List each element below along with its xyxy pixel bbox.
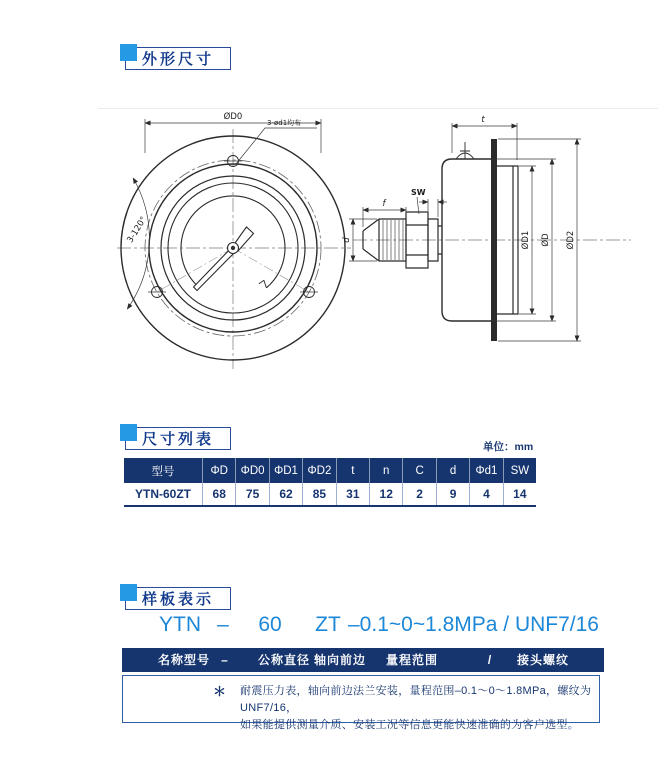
side-view: [342, 115, 631, 341]
dim-label-angle: 3-120°: [125, 215, 150, 245]
blue-square-icon: [120, 584, 137, 601]
model-designation: [122, 613, 604, 643]
footnote-marker: ＊: [213, 684, 227, 699]
footnote-line2: 如果能提供测量介质、安装工况等信息更能快速准确的为客户选型。: [240, 719, 580, 731]
dim-label-d: d: [342, 237, 352, 243]
section-header-outline: [120, 44, 240, 72]
cell: 14: [503, 483, 536, 505]
model-part-dash: –: [217, 613, 229, 636]
section-title: 外形尺寸: [141, 51, 214, 68]
section-title-box: [125, 587, 231, 610]
dim-label-d1: ØD1: [521, 230, 531, 250]
col-header: 型号: [151, 465, 175, 478]
cell-model: YTN-60ZT: [134, 487, 191, 501]
gauge-needle: [194, 227, 254, 291]
col-header: ΦD2: [302, 458, 335, 483]
legend-bar: [122, 648, 604, 672]
blue-square-icon: [120, 44, 137, 61]
col-header: SW: [503, 458, 536, 483]
dim-label-d0: ØD0: [223, 112, 243, 122]
model-part-mount: ZT: [315, 613, 341, 636]
col-header: Φd1: [469, 458, 502, 483]
legend-diameter: 公称直径: [257, 653, 311, 667]
legend-mount: 轴向前边: [313, 653, 367, 667]
dimension-table: [124, 458, 536, 507]
dim-label-d2: ØD2: [566, 230, 576, 250]
section-title-box: [125, 47, 231, 70]
dim-label-f: f: [382, 199, 386, 209]
col-header: d: [436, 458, 469, 483]
section-header-dimensions: [120, 424, 240, 452]
table-header-row: [124, 458, 536, 483]
footnote-box: [122, 675, 600, 731]
cell: 31: [336, 483, 369, 505]
model-part-range-thread: –0.1~0~1.8MPa / UNF7/16: [348, 613, 599, 636]
col-header: C: [402, 458, 435, 483]
section-title-box: [125, 427, 231, 450]
col-header: ΦD1: [269, 458, 302, 483]
dim-label-t: t: [481, 115, 485, 125]
model-part-diameter: 60: [258, 613, 282, 636]
dimension-drawing: [105, 95, 635, 380]
dim-label-holes: 3-ød1均布: [267, 119, 302, 127]
dim-label-sw: SW: [411, 188, 426, 197]
col-header: ΦD: [202, 458, 235, 483]
legend-dash: –: [221, 653, 229, 667]
cell: 12: [369, 483, 402, 505]
dim-label-dd: ØD: [541, 233, 551, 247]
cell: 9: [436, 483, 469, 505]
col-header: t: [336, 458, 369, 483]
legend-thread: 接头螺纹: [516, 653, 570, 667]
legend-model: 名称型号: [157, 653, 211, 667]
model-part-series: YTN: [159, 613, 201, 636]
legend-slash: /: [487, 653, 493, 667]
unit-note: 单位：mm: [483, 441, 534, 453]
footnote-line1: 耐震压力表，轴向前边法兰安装，量程范围–0.1～0～1.8MPa，螺纹为UNF7/16，: [240, 685, 592, 714]
cell: 4: [469, 483, 502, 505]
col-header: ΦD0: [235, 458, 268, 483]
footnote-text: [240, 683, 593, 734]
cell: 75: [235, 483, 268, 505]
cell: 85: [302, 483, 335, 505]
section-title: 样板表示: [141, 591, 214, 608]
cell: 68: [202, 483, 235, 505]
blue-square-icon: [120, 424, 137, 441]
table-row: [124, 483, 536, 505]
front-view: [117, 111, 351, 369]
cell: 2: [402, 483, 435, 505]
col-header: n: [369, 458, 402, 483]
section-title: 尺寸列表: [141, 431, 214, 448]
section-header-sample: [120, 584, 240, 612]
cell: 62: [269, 483, 302, 505]
legend-range: 量程范围: [385, 653, 439, 667]
